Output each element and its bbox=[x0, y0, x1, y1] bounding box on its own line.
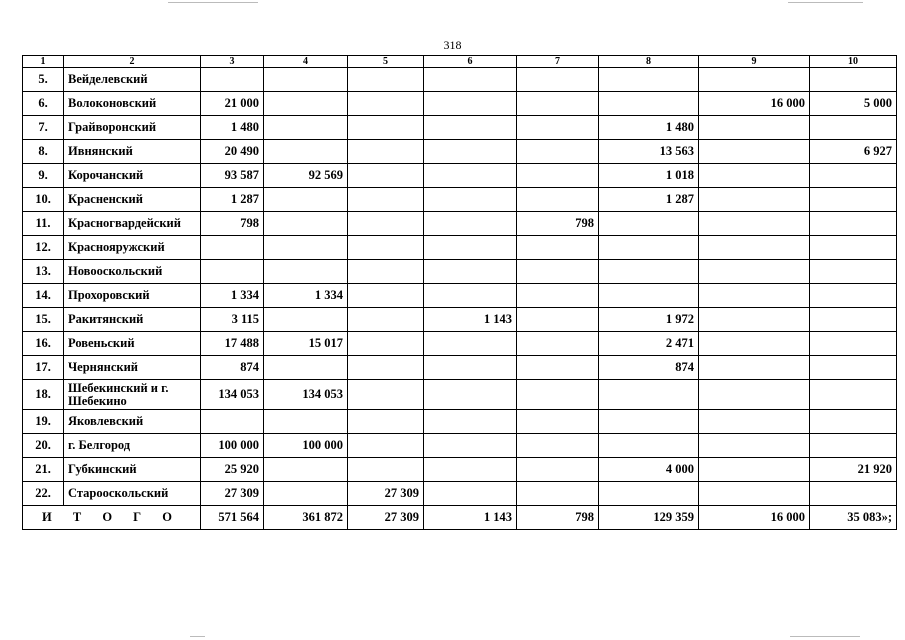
value-cell bbox=[810, 308, 897, 332]
district-name: Ровеньский bbox=[64, 332, 201, 356]
value-cell bbox=[699, 332, 810, 356]
value-cell bbox=[264, 140, 348, 164]
district-name: Красногвардейский bbox=[64, 212, 201, 236]
value-cell: 4 000 bbox=[599, 458, 699, 482]
value-cell bbox=[517, 68, 599, 92]
value-cell bbox=[348, 380, 424, 410]
row-number: 11. bbox=[23, 212, 64, 236]
value-cell bbox=[599, 434, 699, 458]
value-cell bbox=[699, 260, 810, 284]
value-cell: 1 480 bbox=[599, 116, 699, 140]
district-name: Волоконовский bbox=[64, 92, 201, 116]
value-cell bbox=[264, 482, 348, 506]
value-cell bbox=[599, 236, 699, 260]
value-cell bbox=[599, 92, 699, 116]
value-cell bbox=[699, 308, 810, 332]
value-cell bbox=[201, 68, 264, 92]
value-cell: 2 471 bbox=[599, 332, 699, 356]
column-header: 4 bbox=[264, 56, 348, 68]
row-number: 17. bbox=[23, 356, 64, 380]
total-value: 361 872 bbox=[264, 506, 348, 530]
value-cell bbox=[810, 188, 897, 212]
value-cell bbox=[348, 434, 424, 458]
value-cell: 92 569 bbox=[264, 164, 348, 188]
row-number: 13. bbox=[23, 260, 64, 284]
row-number: 7. bbox=[23, 116, 64, 140]
value-cell bbox=[699, 284, 810, 308]
total-value: 571 564 bbox=[201, 506, 264, 530]
value-cell bbox=[599, 260, 699, 284]
value-cell bbox=[517, 380, 599, 410]
value-cell bbox=[810, 284, 897, 308]
row-number: 8. bbox=[23, 140, 64, 164]
value-cell bbox=[424, 380, 517, 410]
value-cell bbox=[810, 212, 897, 236]
value-cell bbox=[810, 116, 897, 140]
value-cell: 20 490 bbox=[201, 140, 264, 164]
value-cell bbox=[424, 188, 517, 212]
district-name: Ивнянский bbox=[64, 140, 201, 164]
value-cell bbox=[424, 140, 517, 164]
value-cell bbox=[810, 164, 897, 188]
value-cell: 798 bbox=[517, 212, 599, 236]
value-cell bbox=[699, 458, 810, 482]
value-cell bbox=[517, 332, 599, 356]
value-cell bbox=[264, 410, 348, 434]
value-cell bbox=[517, 482, 599, 506]
value-cell bbox=[348, 356, 424, 380]
table-row bbox=[23, 212, 897, 236]
value-cell bbox=[699, 236, 810, 260]
value-cell bbox=[348, 284, 424, 308]
column-header: 3 bbox=[201, 56, 264, 68]
value-cell: 874 bbox=[201, 356, 264, 380]
row-number: 6. bbox=[23, 92, 64, 116]
value-cell bbox=[264, 356, 348, 380]
row-number: 15. bbox=[23, 308, 64, 332]
row-number: 12. bbox=[23, 236, 64, 260]
row-number: 18. bbox=[23, 380, 64, 410]
value-cell bbox=[810, 236, 897, 260]
value-cell: 17 488 bbox=[201, 332, 264, 356]
value-cell bbox=[810, 434, 897, 458]
value-cell: 1 972 bbox=[599, 308, 699, 332]
row-number: 19. bbox=[23, 410, 64, 434]
total-row bbox=[23, 506, 897, 530]
value-cell: 134 053 bbox=[264, 380, 348, 410]
value-cell: 1 334 bbox=[201, 284, 264, 308]
value-cell bbox=[264, 92, 348, 116]
value-cell bbox=[348, 92, 424, 116]
value-cell bbox=[348, 116, 424, 140]
value-cell bbox=[424, 236, 517, 260]
value-cell bbox=[264, 212, 348, 236]
total-value: 798 bbox=[517, 506, 599, 530]
value-cell bbox=[517, 356, 599, 380]
value-cell: 27 309 bbox=[201, 482, 264, 506]
scan-mark-bottom-right bbox=[790, 636, 860, 637]
table-row bbox=[23, 164, 897, 188]
total-value: 129 359 bbox=[599, 506, 699, 530]
value-cell bbox=[810, 356, 897, 380]
table-row bbox=[23, 236, 897, 260]
value-cell bbox=[810, 482, 897, 506]
value-cell bbox=[517, 116, 599, 140]
value-cell bbox=[348, 332, 424, 356]
district-name: Новооскольский bbox=[64, 260, 201, 284]
total-value: 16 000 bbox=[699, 506, 810, 530]
value-cell: 1 018 bbox=[599, 164, 699, 188]
value-cell: 1 143 bbox=[424, 308, 517, 332]
value-cell bbox=[517, 434, 599, 458]
value-cell bbox=[424, 68, 517, 92]
scan-mark-bottom-left bbox=[190, 636, 205, 637]
value-cell bbox=[517, 458, 599, 482]
value-cell: 798 bbox=[201, 212, 264, 236]
table-row bbox=[23, 332, 897, 356]
table-row bbox=[23, 260, 897, 284]
value-cell: 21 000 bbox=[201, 92, 264, 116]
value-cell bbox=[264, 116, 348, 140]
value-cell bbox=[517, 284, 599, 308]
total-label: И Т О Г О bbox=[23, 506, 201, 530]
district-name: Старооскольский bbox=[64, 482, 201, 506]
value-cell bbox=[348, 140, 424, 164]
value-cell bbox=[517, 164, 599, 188]
value-cell bbox=[201, 410, 264, 434]
table-row bbox=[23, 188, 897, 212]
column-header: 7 bbox=[517, 56, 599, 68]
value-cell bbox=[264, 236, 348, 260]
value-cell bbox=[348, 458, 424, 482]
page-number: 318 bbox=[443, 38, 462, 52]
district-name: Корочанский bbox=[64, 164, 201, 188]
value-cell bbox=[699, 116, 810, 140]
value-cell bbox=[517, 236, 599, 260]
column-header: 6 bbox=[424, 56, 517, 68]
district-name: Губкинский bbox=[64, 458, 201, 482]
value-cell: 1 287 bbox=[599, 188, 699, 212]
value-cell bbox=[810, 68, 897, 92]
district-name: г. Белгород bbox=[64, 434, 201, 458]
value-cell bbox=[699, 212, 810, 236]
table-row bbox=[23, 284, 897, 308]
row-number: 20. bbox=[23, 434, 64, 458]
table-row bbox=[23, 380, 897, 410]
value-cell: 21 920 bbox=[810, 458, 897, 482]
value-cell bbox=[517, 92, 599, 116]
value-cell bbox=[424, 260, 517, 284]
district-name: Краснояружский bbox=[64, 236, 201, 260]
table-row bbox=[23, 410, 897, 434]
table-row bbox=[23, 140, 897, 164]
value-cell: 6 927 bbox=[810, 140, 897, 164]
value-cell: 1 287 bbox=[201, 188, 264, 212]
value-cell bbox=[424, 356, 517, 380]
value-cell bbox=[348, 410, 424, 434]
value-cell bbox=[348, 212, 424, 236]
column-number-header bbox=[23, 56, 897, 68]
value-cell bbox=[699, 356, 810, 380]
table-row bbox=[23, 92, 897, 116]
value-cell bbox=[424, 116, 517, 140]
value-cell bbox=[699, 140, 810, 164]
value-cell bbox=[424, 92, 517, 116]
column-header: 8 bbox=[599, 56, 699, 68]
column-header: 5 bbox=[348, 56, 424, 68]
table-row bbox=[23, 458, 897, 482]
column-header: 10 bbox=[810, 56, 897, 68]
value-cell bbox=[517, 140, 599, 164]
value-cell bbox=[424, 332, 517, 356]
value-cell bbox=[424, 284, 517, 308]
row-number: 16. bbox=[23, 332, 64, 356]
value-cell bbox=[599, 380, 699, 410]
value-cell bbox=[424, 410, 517, 434]
value-cell bbox=[699, 410, 810, 434]
total-value: 1 143 bbox=[424, 506, 517, 530]
row-number: 22. bbox=[23, 482, 64, 506]
value-cell: 93 587 bbox=[201, 164, 264, 188]
district-name: Яковлевский bbox=[64, 410, 201, 434]
value-cell: 5 000 bbox=[810, 92, 897, 116]
value-cell bbox=[810, 332, 897, 356]
value-cell bbox=[599, 68, 699, 92]
value-cell bbox=[348, 188, 424, 212]
value-cell bbox=[424, 212, 517, 236]
total-value: 35 083»; bbox=[810, 506, 897, 530]
value-cell bbox=[699, 434, 810, 458]
value-cell bbox=[517, 308, 599, 332]
row-number: 21. bbox=[23, 458, 64, 482]
value-cell bbox=[264, 68, 348, 92]
value-cell bbox=[264, 260, 348, 284]
table-row bbox=[23, 308, 897, 332]
row-number: 10. bbox=[23, 188, 64, 212]
value-cell: 3 115 bbox=[201, 308, 264, 332]
value-cell bbox=[810, 380, 897, 410]
table-row bbox=[23, 434, 897, 458]
total-value: 27 309 bbox=[348, 506, 424, 530]
row-number: 14. bbox=[23, 284, 64, 308]
value-cell bbox=[264, 308, 348, 332]
value-cell: 134 053 bbox=[201, 380, 264, 410]
value-cell bbox=[517, 260, 599, 284]
scan-mark-top-left bbox=[168, 2, 258, 3]
district-name: Красненский bbox=[64, 188, 201, 212]
value-cell bbox=[599, 212, 699, 236]
value-cell bbox=[699, 164, 810, 188]
column-header: 9 bbox=[699, 56, 810, 68]
value-cell bbox=[264, 188, 348, 212]
value-cell bbox=[810, 260, 897, 284]
table-row bbox=[23, 356, 897, 380]
district-name: Чернянский bbox=[64, 356, 201, 380]
value-cell bbox=[517, 188, 599, 212]
value-cell: 13 563 bbox=[599, 140, 699, 164]
value-cell: 16 000 bbox=[699, 92, 810, 116]
value-cell bbox=[599, 482, 699, 506]
row-number: 9. bbox=[23, 164, 64, 188]
value-cell bbox=[699, 188, 810, 212]
value-cell bbox=[424, 458, 517, 482]
district-name: Вейделевский bbox=[64, 68, 201, 92]
column-header: 1 bbox=[23, 56, 64, 68]
value-cell bbox=[424, 434, 517, 458]
value-cell: 15 017 bbox=[264, 332, 348, 356]
value-cell bbox=[348, 68, 424, 92]
value-cell bbox=[699, 68, 810, 92]
value-cell bbox=[348, 236, 424, 260]
scan-mark-top-right bbox=[788, 2, 863, 3]
district-name: Грайворонский bbox=[64, 116, 201, 140]
value-cell bbox=[810, 410, 897, 434]
value-cell: 100 000 bbox=[264, 434, 348, 458]
value-cell: 1 480 bbox=[201, 116, 264, 140]
value-cell bbox=[424, 164, 517, 188]
table-row bbox=[23, 482, 897, 506]
budget-table bbox=[22, 55, 897, 530]
value-cell bbox=[348, 308, 424, 332]
district-name: Шебекинский и г. Шебекино bbox=[64, 380, 201, 410]
value-cell bbox=[348, 164, 424, 188]
value-cell bbox=[264, 458, 348, 482]
value-cell bbox=[201, 236, 264, 260]
value-cell bbox=[599, 410, 699, 434]
district-name: Прохоровский bbox=[64, 284, 201, 308]
column-header: 2 bbox=[64, 56, 201, 68]
value-cell: 25 920 bbox=[201, 458, 264, 482]
value-cell bbox=[348, 260, 424, 284]
value-cell: 100 000 bbox=[201, 434, 264, 458]
value-cell bbox=[599, 284, 699, 308]
value-cell: 1 334 bbox=[264, 284, 348, 308]
table-row bbox=[23, 116, 897, 140]
row-number: 5. bbox=[23, 68, 64, 92]
value-cell bbox=[517, 410, 599, 434]
value-cell bbox=[201, 260, 264, 284]
district-name: Ракитянский bbox=[64, 308, 201, 332]
value-cell: 874 bbox=[599, 356, 699, 380]
value-cell bbox=[699, 380, 810, 410]
table-row bbox=[23, 68, 897, 92]
value-cell bbox=[699, 482, 810, 506]
value-cell: 27 309 bbox=[348, 482, 424, 506]
value-cell bbox=[424, 482, 517, 506]
